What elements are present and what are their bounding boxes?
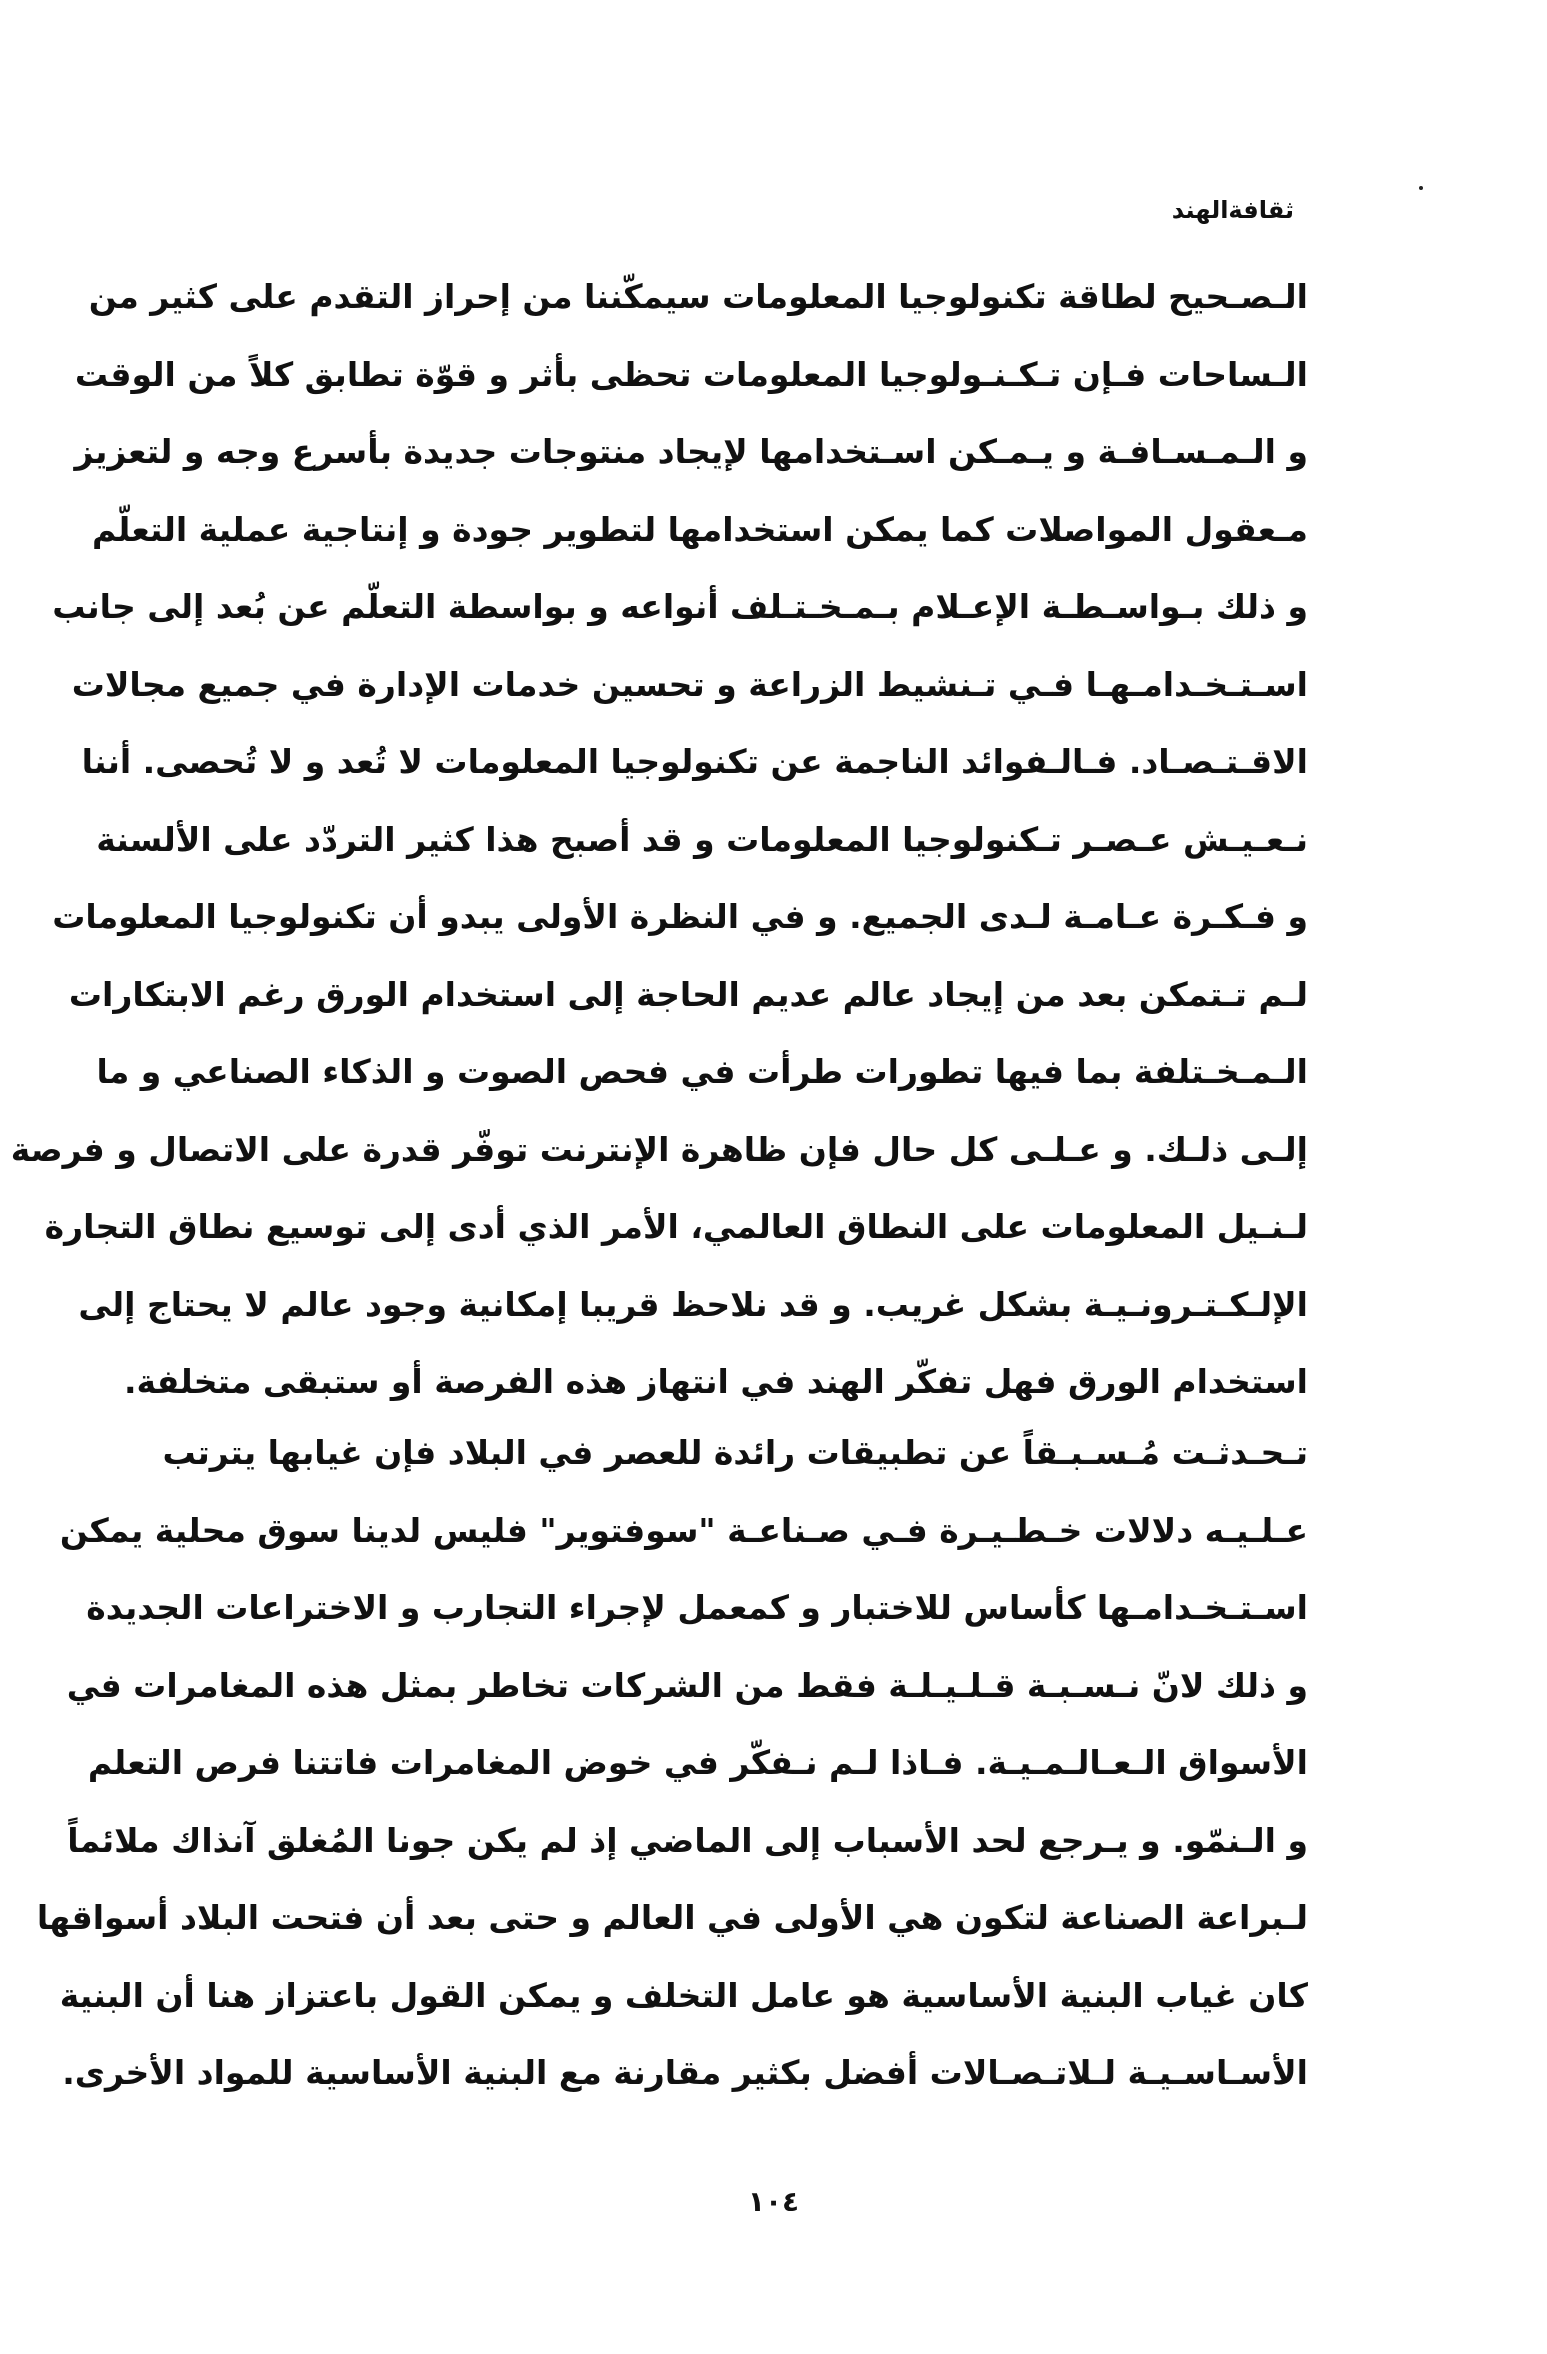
text-line: و الـمـسـافـة و يـمـكن اسـتخدامها لإيجاد منتوجات جديدة بأسرع وجه و لتعزيز — [74, 432, 1308, 471]
paragraph-1 — [10, 258, 1308, 1421]
text-line: الاقـتـصـاد. فـالـفوائد الناجمة عن تكنولوجيا المعلومات لا تُعد و لا تُحصى. أننا — [81, 742, 1308, 781]
text-line: إلـى ذلـك. و عـلـى كل حال فإن ظاهرة الإنترنت توفّر قدرة على الاتصال و فرصة — [10, 1129, 1308, 1169]
text-line: و فـكـرة عـامـة لـدى الجميع. و في النظرة الأولى يبدو أن تكنولوجيا المعلومات — [52, 897, 1308, 936]
text-line: تـحـدثـت مُـسـبـقاً عن تطبيقات رائدة للعصر في البلاد فإن غيابها يترتب — [162, 1433, 1308, 1472]
text-line: الأسواق الـعـالـمـيـة. فـاذا لـم نـفكّر في خوض المغامرات فاتتنا فرص التعلم — [87, 1743, 1308, 1782]
scan-speck — [1419, 186, 1423, 190]
text-line: الـمـخـتلفة بما فيها تطورات طرأت في فحص الصوت و الذكاء الصناعي و ما — [96, 1052, 1308, 1091]
text-line: الـساحات فـإن تـكـنـولوجيا المعلومات تحظى بأثر و قوّة تطابق كلاً من الوقت — [74, 354, 1308, 394]
text-line: لـنـيل المعلومات على النطاق العالمي، الأمر الذي أدى إلى توسيع نطاق التجارة — [44, 1207, 1308, 1246]
page-number: ١٠٤ — [747, 2185, 800, 2218]
text-line: استخدام الورق فهل تفكّر الهند في انتهاز هذه الفرصة أو ستبقى متخلفة. — [123, 1362, 1308, 1401]
running-header: ثقافةالهند — [1171, 196, 1294, 224]
text-line: و ذلك بـواسـطـة الإعـلام بـمـخـتـلف أنواعه و بواسطة التعلّم عن بُعد إلى جانب — [52, 587, 1308, 626]
text-line: كان غياب البنية الأساسية هو عامل التخلف و يمكن القول باعتزاز هنا أن البنية — [59, 1975, 1308, 2015]
text-line: و الـنمّو. و يـرجع لحد الأسباب إلى الماضي إذ لم يكن جونا المُغلق آنذاك ملائماً — [67, 1820, 1308, 1860]
text-line: الأسـاسـيـة لـلاتـصـالات أفضل بكثير مقارنة مع البنية الأساسية للمواد الأخرى. — [62, 2053, 1308, 2092]
text-line: نـعـيـش عـصـر تـكنولوجيا المعلومات و قد أصبح هذا كثير التردّد على الألسنة — [96, 819, 1308, 859]
text-line: لـبراعة الصناعة لتكون هي الأولى في العالم و حتى بعد أن فتحت البلاد أسواقها — [36, 1898, 1308, 1937]
text-line: اسـتـخـدامـهـا فـي تـنشيط الزراعة و تحسين خدمات الإدارة في جميع مجالات — [71, 664, 1308, 704]
paragraph-2 — [36, 1414, 1308, 2112]
text-line: الـصـحيح لطاقة تكنولوجيا المعلومات سيمكّننا من إحراز التقدم على كثير من — [88, 277, 1308, 316]
text-line: لـم تـتمكن بعد من إيجاد عالم عديم الحاجة إلى استخدام الورق رغم الابتكارات — [68, 974, 1308, 1014]
text-line: و ذلك لانّ نـسـبـة قـلـيـلـة فقط من الشركات تخاطر بمثل هذه المغامرات في — [66, 1665, 1308, 1705]
text-line: مـعقول المواصلات كما يمكن استخدامها لتطوير جودة و إنتاجية عملية التعلّم — [92, 509, 1308, 549]
text-line: الإلـكـتـرونـيـة بشكل غريب. و قد نلاحظ قريبا إمكانية وجود عالم لا يحتاج إلى — [78, 1284, 1308, 1324]
text-line: اسـتـخـدامـها كأساس للاختبار و كمعمل لإجراء التجارب و الاختراعات الجديدة — [86, 1588, 1308, 1627]
text-line: عـلـيـه دلالات خـطـيـرة فـي صـناعـة "سوفتوير" فليس لدينا سوق محلية يمكن — [59, 1510, 1308, 1550]
